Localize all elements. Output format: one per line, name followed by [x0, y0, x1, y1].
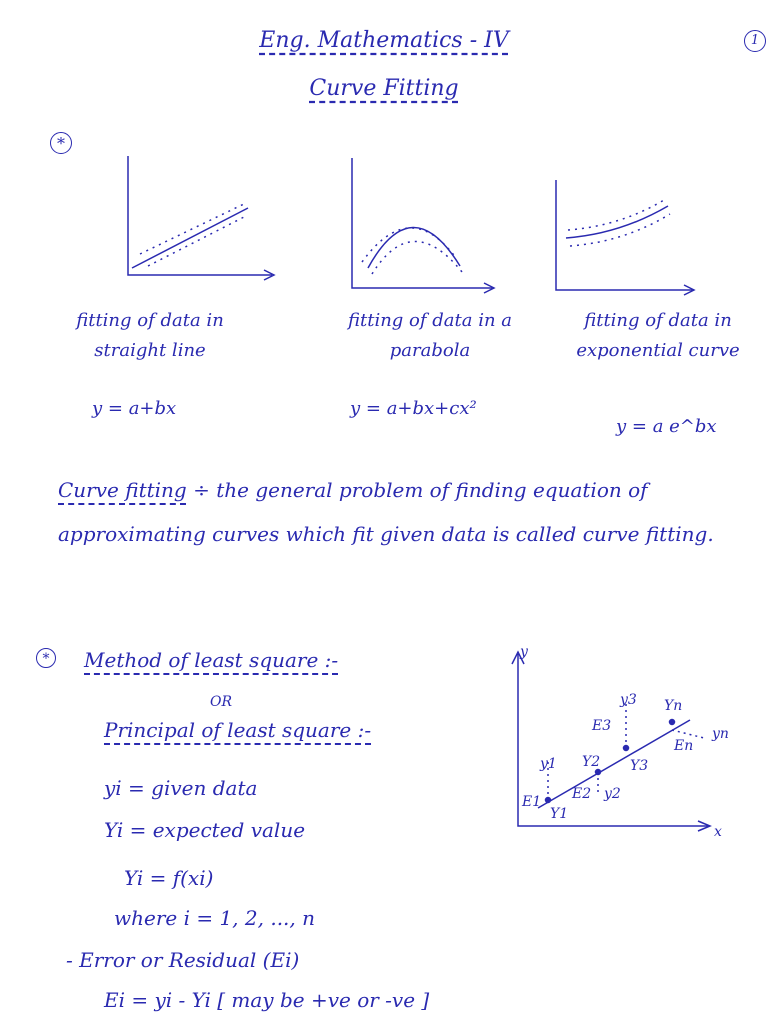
label-y2: y2 [604, 786, 621, 802]
label-En: En [674, 738, 694, 754]
equation-straight-line: y = a+bx [92, 398, 177, 419]
method-line-expected: Yi = expected value [104, 818, 306, 842]
method-line-error-heading: - Error or Residual (Ei) [66, 948, 300, 972]
label-y3: y3 [620, 692, 637, 708]
definition-text: the general problem of finding equation of approximating curves which fit given data is called curve fitting. [58, 478, 714, 546]
sketch-straight-line [128, 156, 274, 280]
method-line-error-formula: Ei = yi - Yi [ may be +ve or -ve ] [104, 988, 430, 1012]
or-label: OR [210, 694, 233, 710]
label-Y1: Y1 [550, 806, 569, 822]
method-line-given: yi = given data [104, 776, 258, 800]
method-line-where: where i = 1, 2, ..., n [114, 906, 316, 930]
definition-paragraph [58, 468, 758, 556]
method-heading: Method of least square :- [84, 648, 339, 672]
method-bullet: * [36, 648, 56, 668]
equation-exponential: y = a e^bx [616, 416, 717, 437]
page-title: Eng. Mathematics - IV [259, 28, 509, 53]
caption-exponential: fitting of data in exponential curve [576, 310, 740, 361]
label-Y2: Y2 [582, 754, 601, 770]
sketch-parabola [352, 158, 494, 293]
label-E3: E3 [592, 718, 612, 734]
method-line-function: Yi = f(xi) [124, 866, 214, 890]
label-yn: yn [712, 726, 729, 742]
label-y1: y1 [540, 756, 557, 772]
equation-parabola: y = a+bx+cx² [350, 398, 477, 419]
label-Yn: Yn [664, 698, 683, 714]
page-number-badge: 1 [744, 30, 766, 52]
label-Y3: Y3 [630, 758, 649, 774]
caption-straight-line: fitting of data in straight line [76, 310, 224, 361]
definition-term: Curve fitting [58, 478, 187, 502]
sketch-exponential [556, 180, 694, 295]
axis-y-label: y [520, 644, 528, 660]
caption-parabola: fitting of data in a parabola [347, 310, 513, 361]
label-E1: E1 [522, 794, 542, 810]
alt-heading: Principal of least square :- [104, 718, 372, 742]
page-subtitle: Curve Fitting [309, 76, 459, 101]
definition-separator: ÷ [193, 478, 210, 502]
label-E2: E2 [572, 786, 592, 802]
axis-x-label: x [714, 824, 722, 840]
intro-bullet: * [50, 132, 72, 154]
